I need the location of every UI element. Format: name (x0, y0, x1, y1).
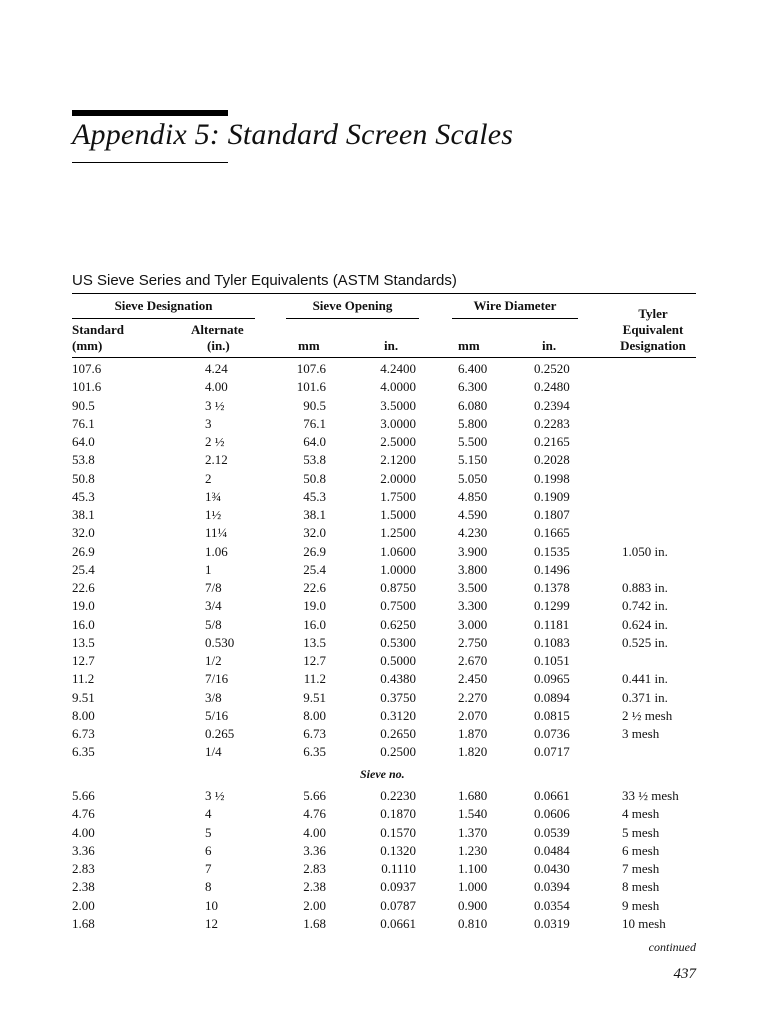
table-header-bottom-rule (72, 357, 696, 358)
table-row (0, 860, 768, 878)
opening-in-cell: 2.0000 (380, 470, 416, 486)
table-row (0, 897, 768, 915)
tyler-header-line: Equivalent (622, 322, 684, 337)
wire-mm-cell: 3.800 (458, 561, 488, 577)
wire-in-cell: 0.1807 (534, 507, 570, 522)
opening-in-cell: 0.5000 (380, 653, 416, 668)
sieve-designation-header: Sieve Designation (114, 298, 213, 313)
standard-mm-cell: 2.00 (72, 897, 95, 913)
opening-in-cell: 1.5000 (380, 507, 416, 522)
wire-in-cell: 0.1299 (534, 598, 570, 614)
opening-in-cell: 1.7500 (380, 488, 416, 504)
tyler-cell: 8 mesh (622, 879, 660, 895)
opening-in-cell: 2.5000 (380, 434, 416, 449)
table-row (0, 652, 768, 670)
alternate-in-cell: 7 (205, 861, 212, 876)
wire-mm-cell: 1.870 (458, 726, 488, 741)
alternate-in-cell: 3 (205, 415, 212, 431)
tyler-cell: 0.371 in. (622, 689, 668, 705)
opening-in-cell: 0.7500 (380, 598, 416, 614)
alternate-in-cell: 5 (205, 824, 212, 840)
opening-mm-cell: 101.6 (296, 379, 326, 395)
opening-mm-cell: 16.0 (303, 616, 326, 632)
wire-in-cell: 0.1378 (534, 580, 570, 595)
wire-mm-cell: 2.070 (458, 707, 488, 723)
tyler-cell: 0.525 in. (622, 634, 668, 650)
alternate-in-cell: 0.265 (205, 726, 235, 741)
alternate-in-cell: 7/8 (205, 580, 222, 595)
tyler-cell: 3 mesh (622, 726, 660, 741)
table-row (0, 488, 768, 506)
wire-mm-cell: 1.370 (458, 824, 488, 840)
sieve-designation-underline (72, 318, 255, 319)
table-row (0, 707, 768, 725)
table-row (0, 433, 768, 451)
opening-in-cell: 0.0937 (380, 879, 416, 895)
alternate-in-cell: 0.530 (205, 634, 235, 650)
sieve-opening-header: Sieve Opening (312, 298, 393, 313)
opening-in-cell: 0.0661 (380, 915, 416, 931)
standard-mm-cell: 45.3 (72, 488, 95, 504)
wire-mm-cell: 1.820 (458, 744, 488, 760)
opening-in-cell: 0.3120 (380, 707, 416, 723)
alternate-in-cell: 4 (205, 806, 212, 822)
opening-mm-cell: 12.7 (303, 653, 326, 668)
opening-mm-cell: 76.1 (303, 415, 326, 431)
wire-mm-cell: 2.670 (458, 653, 488, 668)
table-row (0, 561, 768, 579)
alternate-in-cell: 1/2 (205, 653, 222, 668)
opening-in-cell: 1.2500 (380, 525, 416, 541)
opening-mm-cell: 2.38 (303, 879, 326, 895)
wire-in-cell: 0.0965 (534, 671, 570, 687)
table-row (0, 579, 768, 597)
opening-mm-cell: 38.1 (303, 507, 326, 522)
opening-in-cell: 0.5300 (380, 634, 416, 650)
wire-mm-cell: 3.900 (458, 543, 488, 559)
opening-in-cell: 0.2500 (380, 744, 416, 760)
standard-mm-cell: 5.66 (72, 788, 95, 803)
opening-mm-cell: 107.6 (296, 361, 326, 376)
opening-mm-cell: 13.5 (303, 634, 326, 650)
wire-mm-cell: 5.500 (458, 434, 488, 449)
wire-in-cell: 0.2520 (534, 361, 570, 376)
wire-mm-header: mm (458, 338, 480, 353)
opening-mm-cell: 9.51 (303, 689, 326, 705)
tyler-cell: 4 mesh (622, 806, 660, 822)
alternate-in-cell: 5/8 (205, 616, 222, 632)
opening-mm-cell: 5.66 (303, 788, 326, 803)
standard-mm-cell: 32.0 (72, 525, 95, 541)
opening-in-cell: 0.0787 (380, 897, 416, 913)
table-body-part1 (0, 360, 768, 762)
sieve-no-label: Sieve no. (360, 767, 405, 781)
standard-mm-cell: 64.0 (72, 434, 95, 449)
tyler-cell: 1.050 in. (622, 543, 668, 559)
alternate-in-cell: 2 (205, 470, 212, 486)
opening-in-cell: 0.2650 (380, 726, 416, 741)
standard-mm-cell: 90.5 (72, 397, 95, 413)
wire-in-cell: 0.0539 (534, 824, 570, 840)
opening-in-cell: 1.0000 (380, 561, 416, 577)
title-top-rule (72, 110, 228, 116)
opening-mm-header: mm (298, 338, 320, 353)
wire-mm-cell: 2.450 (458, 671, 488, 687)
tyler-cell: 0.624 in. (622, 616, 668, 632)
standard-mm-cell: 3.36 (72, 842, 95, 858)
wire-in-cell: 0.0394 (534, 879, 570, 895)
alternate-in-cell: 1/4 (205, 744, 222, 760)
standard-mm-cell: 25.4 (72, 561, 95, 577)
opening-mm-cell: 3.36 (303, 842, 326, 858)
wire-in-cell: 0.0661 (534, 788, 570, 803)
standard-mm-cell: 2.38 (72, 879, 95, 895)
wire-in-cell: 0.0430 (534, 861, 570, 876)
opening-mm-cell: 2.00 (303, 897, 326, 913)
wire-mm-cell: 4.850 (458, 488, 488, 504)
opening-mm-cell: 1.68 (303, 915, 326, 931)
wire-in-cell: 0.1665 (534, 525, 570, 541)
standard-mm-cell: 1.68 (72, 915, 95, 931)
table-row (0, 470, 768, 488)
table-row (0, 634, 768, 652)
wire-mm-cell: 5.150 (458, 452, 488, 468)
opening-in-cell: 4.0000 (380, 379, 416, 395)
wire-in-cell: 0.0736 (534, 726, 570, 741)
page-title: Appendix 5: Standard Screen Scales (72, 118, 514, 151)
wire-mm-cell: 3.300 (458, 598, 488, 614)
wire-mm-cell: 5.050 (458, 470, 488, 486)
wire-diameter-header: Wire Diameter (473, 298, 557, 313)
opening-mm-cell: 53.8 (303, 452, 326, 468)
table-row (0, 415, 768, 433)
wire-in-cell: 0.2394 (534, 397, 570, 413)
opening-mm-cell: 6.35 (303, 744, 326, 760)
wire-in-cell: 0.2165 (534, 434, 570, 449)
alternate-in-cell: 3/8 (205, 689, 222, 705)
standard-mm-cell: 53.8 (72, 452, 95, 468)
wire-in-cell: 0.2283 (534, 415, 570, 431)
opening-mm-cell: 8.00 (303, 707, 326, 723)
tyler-cell: 5 mesh (622, 824, 660, 840)
alternate-in-cell: 4.24 (205, 361, 228, 376)
wire-mm-cell: 6.300 (458, 379, 488, 395)
wire-in-cell: 0.1535 (534, 543, 570, 559)
opening-mm-cell: 32.0 (303, 525, 326, 541)
standard-mm-cell: 13.5 (72, 634, 95, 650)
wire-mm-cell: 3.500 (458, 580, 488, 595)
opening-in-cell: 0.3750 (380, 689, 416, 705)
wire-mm-cell: 2.750 (458, 634, 488, 650)
standard-mm-cell: 16.0 (72, 616, 95, 632)
alternate-in-cell: 2.12 (205, 452, 228, 468)
opening-in-cell: 0.4380 (380, 671, 416, 687)
wire-mm-cell: 0.810 (458, 915, 488, 931)
table-row (0, 360, 768, 378)
alternate-in-cell: 8 (205, 879, 212, 895)
opening-in-cell: 2.1200 (380, 452, 416, 468)
tyler-cell: 2 ½ mesh (622, 707, 673, 723)
table-row (0, 543, 768, 561)
wire-in-cell: 0.1051 (534, 653, 570, 668)
alternate-in-cell: 3 ½ (205, 788, 225, 803)
standard-mm-cell: 8.00 (72, 707, 95, 723)
table-row (0, 378, 768, 396)
alternate-in-cell: 4.00 (205, 379, 228, 395)
standard-mm-cell: 9.51 (72, 689, 95, 705)
page-number: 437 (673, 966, 696, 982)
standard-mm-cell: 2.83 (72, 861, 95, 876)
continued-note: continued (648, 940, 696, 954)
standard-mm-cell: 11.2 (72, 671, 95, 687)
table-row (0, 451, 768, 469)
tyler-cell: 6 mesh (622, 842, 660, 858)
opening-mm-cell: 11.2 (303, 671, 326, 687)
wire-in-cell: 0.0717 (534, 744, 570, 760)
alternate-unit-header: (in.) (207, 338, 230, 353)
wire-in-cell: 0.0354 (534, 897, 570, 913)
wire-mm-cell: 0.900 (458, 897, 488, 913)
wire-mm-cell: 1.100 (458, 861, 488, 876)
table-row (0, 616, 768, 634)
standard-mm-cell: 26.9 (72, 543, 95, 559)
opening-in-cell: 0.1870 (380, 806, 416, 822)
table-row (0, 805, 768, 823)
opening-mm-cell: 4.00 (303, 824, 326, 840)
table-body-part2 (0, 787, 768, 933)
tyler-cell: 0.441 in. (622, 671, 668, 687)
table-row (0, 878, 768, 896)
opening-mm-cell: 90.5 (303, 397, 326, 413)
wire-in-cell: 0.1496 (534, 561, 570, 577)
standard-mm-cell: 107.6 (72, 361, 102, 376)
standard-mm-cell: 22.6 (72, 580, 95, 595)
table-row (0, 506, 768, 524)
opening-mm-cell: 22.6 (303, 580, 326, 595)
wire-mm-cell: 2.270 (458, 689, 488, 705)
opening-in-header: in. (384, 338, 399, 353)
opening-mm-cell: 25.4 (303, 561, 326, 577)
tyler-cell: 0.883 in. (622, 580, 668, 595)
wire-mm-cell: 4.590 (458, 507, 488, 522)
wire-in-cell: 0.1998 (534, 470, 570, 486)
wire-mm-cell: 1.000 (458, 879, 488, 895)
standard-mm-cell: 12.7 (72, 653, 95, 668)
alternate-in-cell: 1¾ (205, 488, 222, 504)
table-row (0, 597, 768, 615)
title-underline (72, 162, 228, 163)
wire-diameter-underline (452, 318, 578, 319)
alternate-in-cell: 2 ½ (205, 434, 225, 449)
opening-in-cell: 0.2230 (380, 788, 416, 803)
standard-mm-cell: 76.1 (72, 415, 95, 431)
wire-in-header: in. (542, 338, 557, 353)
wire-in-cell: 0.1083 (534, 634, 570, 650)
sieve-opening-underline (286, 318, 419, 319)
table-row (0, 842, 768, 860)
table-row (0, 915, 768, 933)
alternate-in-cell: 1.06 (205, 543, 228, 559)
table-row (0, 787, 768, 805)
tyler-cell: 7 mesh (622, 861, 660, 876)
standard-mm-cell: 19.0 (72, 598, 95, 614)
alternate-in-cell: 11¼ (205, 525, 228, 541)
table-row (0, 397, 768, 415)
wire-mm-cell: 1.230 (458, 842, 488, 858)
alternate-in-cell: 12 (205, 915, 218, 931)
wire-mm-cell: 4.230 (458, 525, 488, 541)
wire-in-cell: 0.1909 (534, 488, 570, 504)
wire-mm-cell: 6.080 (458, 397, 488, 413)
opening-mm-cell: 19.0 (303, 598, 326, 614)
opening-mm-cell: 26.9 (303, 543, 326, 559)
tyler-cell: 0.742 in. (622, 598, 668, 614)
wire-in-cell: 0.2028 (534, 452, 570, 468)
standard-mm-cell: 50.8 (72, 470, 95, 486)
wire-mm-cell: 3.000 (458, 616, 488, 632)
wire-mm-cell: 6.400 (458, 361, 488, 376)
table-caption: US Sieve Series and Tyler Equivalents (ASTM Standards) (72, 272, 457, 289)
wire-in-cell: 0.0815 (534, 707, 570, 723)
table-row (0, 743, 768, 761)
standard-mm-cell: 6.35 (72, 744, 95, 760)
opening-in-cell: 0.1320 (380, 842, 416, 858)
opening-mm-cell: 64.0 (303, 434, 326, 449)
wire-in-cell: 0.0894 (534, 689, 570, 705)
opening-in-cell: 0.6250 (380, 616, 416, 632)
standard-mm-cell: 4.76 (72, 806, 95, 822)
table-row (0, 725, 768, 743)
standard-header: Standard (72, 322, 125, 337)
alternate-in-cell: 7/16 (205, 671, 229, 687)
table-top-rule (72, 293, 696, 294)
opening-in-cell: 0.1570 (380, 824, 416, 840)
alternate-in-cell: 1½ (205, 507, 222, 522)
opening-in-cell: 1.0600 (380, 543, 416, 559)
table-row (0, 824, 768, 842)
alternate-in-cell: 6 (205, 842, 212, 858)
opening-in-cell: 4.2400 (380, 361, 416, 376)
alternate-in-cell: 1 (205, 561, 212, 577)
opening-in-cell: 0.1110 (381, 861, 416, 876)
table-row (0, 670, 768, 688)
opening-mm-cell: 45.3 (303, 488, 326, 504)
opening-in-cell: 0.8750 (380, 580, 416, 595)
wire-in-cell: 0.0319 (534, 915, 570, 931)
tyler-header (608, 306, 698, 354)
alternate-in-cell: 3/4 (205, 598, 222, 614)
standard-mm-cell: 6.73 (72, 726, 95, 741)
standard-mm-cell: 101.6 (72, 379, 102, 395)
wire-mm-cell: 1.680 (458, 788, 488, 803)
wire-in-cell: 0.0484 (534, 842, 570, 858)
wire-in-cell: 0.0606 (534, 806, 570, 822)
tyler-header-line: Tyler (638, 306, 668, 321)
opening-mm-cell: 2.83 (303, 861, 326, 876)
wire-in-cell: 0.2480 (534, 379, 570, 395)
standard-unit-header: (mm) (72, 338, 103, 353)
alternate-in-cell: 5/16 (205, 707, 229, 723)
standard-mm-cell: 38.1 (72, 507, 95, 522)
alternate-in-cell: 3 ½ (205, 397, 225, 413)
tyler-cell: 33 ½ mesh (622, 788, 679, 803)
standard-mm-cell: 4.00 (72, 824, 95, 840)
tyler-cell: 10 mesh (622, 915, 666, 931)
opening-mm-cell: 50.8 (303, 470, 326, 486)
opening-in-cell: 3.0000 (380, 415, 416, 431)
wire-mm-cell: 5.800 (458, 415, 488, 431)
opening-in-cell: 3.5000 (380, 397, 416, 413)
table-row (0, 689, 768, 707)
wire-in-cell: 0.1181 (534, 616, 570, 632)
wire-mm-cell: 1.540 (458, 806, 488, 822)
tyler-header-line: Designation (620, 338, 686, 353)
opening-mm-cell: 4.76 (303, 806, 326, 822)
alternate-header: Alternate (191, 322, 244, 337)
tyler-cell: 9 mesh (622, 897, 660, 913)
opening-mm-cell: 6.73 (303, 726, 326, 741)
alternate-in-cell: 10 (205, 897, 218, 913)
table-row (0, 524, 768, 542)
